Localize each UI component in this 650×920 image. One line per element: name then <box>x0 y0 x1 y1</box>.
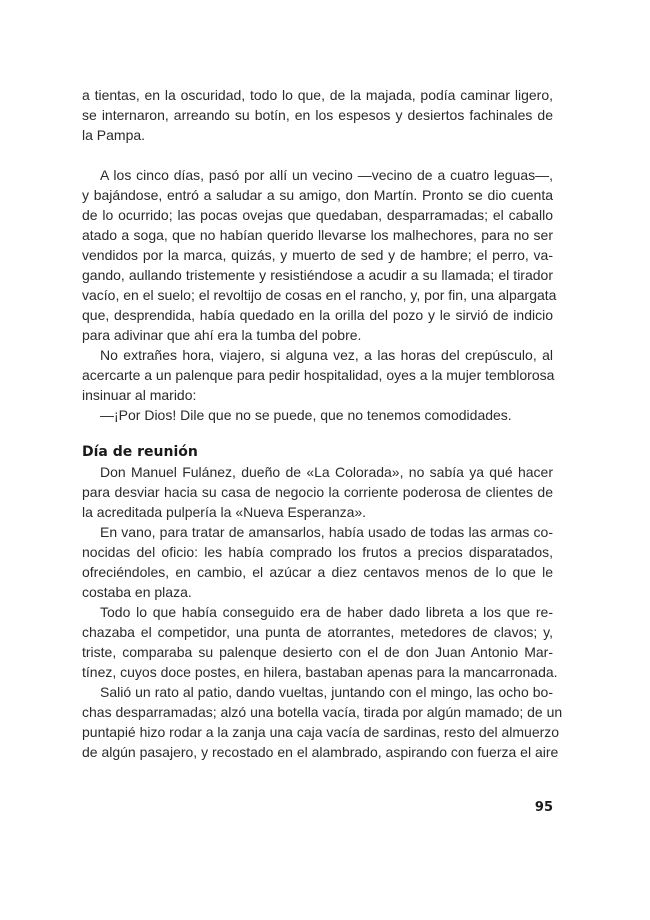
paragraph <box>82 85 553 145</box>
section-heading: Día de reunión <box>82 444 198 460</box>
page-body <box>82 85 563 762</box>
paragraph <box>82 682 563 762</box>
text-line: vacío, en el suelo; el revoltijo de cosas en el rancho, y, por fin, una alpargata <box>82 287 557 303</box>
text-line: para adivinar que ahí era la tumba del pobre. <box>82 327 362 343</box>
text-line: a tientas, en la oscuridad, todo lo que, de la majada, podía caminar ligero, <box>82 87 553 103</box>
paragraph <box>82 462 553 522</box>
text-line: la Pampa. <box>82 127 146 143</box>
text-line: costaba en plaza. <box>82 584 192 600</box>
text-line: vendidos por la marca, quizás, y muerto de sed y de hambre; el perro, va- <box>82 247 553 263</box>
text-line: gando, aullando tristemente y resistiéndose a acudir a su llamada; el tirador <box>82 267 553 283</box>
text-line: puntapié hizo rodar a la zanja una caja vacía de sardinas, resto del almuerzo <box>82 724 560 740</box>
text-line: Todo lo que había conseguido era de haber dado libreta a los que re- <box>100 604 553 620</box>
paragraph <box>82 522 553 602</box>
text-line: chazaba el competidor, una punta de atorrantes, metedores de clavos; y, <box>82 624 553 640</box>
text-line: tínez, cuyos doce postes, en hilera, bastaban apenas para la mancarronada. <box>82 664 558 680</box>
text-line: Don Manuel Fulánez, dueño de «La Colorada», no sabía ya qué hacer <box>100 464 553 480</box>
paragraph-gap <box>82 145 553 165</box>
text-line: atado a soga, que no habían querido llevarse los malhechores, para no ser <box>82 227 553 243</box>
text-line: de algún pasajero, y recostado en el alambrado, aspirando con fuerza el aire <box>82 744 559 760</box>
text-line: que, desprendida, había quedado en la orilla del pozo y le sirvió de indicio <box>82 307 553 323</box>
text-line: No extrañes hora, viajero, si alguna vez, a las horas del crepúsculo, al <box>100 347 553 363</box>
text-line: acercarte a un palenque para pedir hospitalidad, oyes a la mujer temblorosa <box>82 367 555 383</box>
page-number: 95 <box>534 800 553 815</box>
paragraph <box>82 405 553 425</box>
text-line: triste, comparaba su palenque desierto con el de don Juan Antonio Mar- <box>82 644 553 660</box>
text-line: insinuar al marido: <box>82 387 197 403</box>
text-line: la acreditada pulpería la «Nueva Esperanza». <box>82 504 367 520</box>
text-line: —¡Por Dios! Dile que no se puede, que no tenemos comodidades. <box>100 407 512 423</box>
text-line: En vano, para tratar de amansarlos, había usado de todas las armas co- <box>100 524 553 540</box>
text-line: Salió un rato al patio, dando vueltas, juntando con el mingo, las ocho bo- <box>100 684 553 700</box>
paragraph <box>82 345 553 405</box>
text-line: para desviar hacia su casa de negocio la corriente poderosa de clientes de <box>82 484 553 500</box>
paragraph <box>82 602 558 682</box>
paragraph <box>82 165 557 345</box>
text-line: se internaron, arreando su botín, en los espesos y desiertos fachinales de <box>82 107 553 123</box>
text-line: ofreciéndoles, en cambio, el azúcar a diez centavos menos de lo que le <box>82 564 553 580</box>
text-line: chas desparramadas; alzó una botella vacía, tirada por algún mamado; de un <box>82 704 563 720</box>
text-line: nocidas del oficio: les había comprado los frutos a precios disparatados, <box>82 544 553 560</box>
text-line: de lo ocurrido; las pocas ovejas que quedaban, desparramadas; el caballo <box>82 207 553 223</box>
text-line: A los cinco días, pasó por allí un vecino —vecino de a cuatro leguas—, <box>100 167 553 183</box>
text-line: y bajándose, entró a saludar a su amigo, don Martín. Pronto se dio cuenta <box>82 187 553 203</box>
